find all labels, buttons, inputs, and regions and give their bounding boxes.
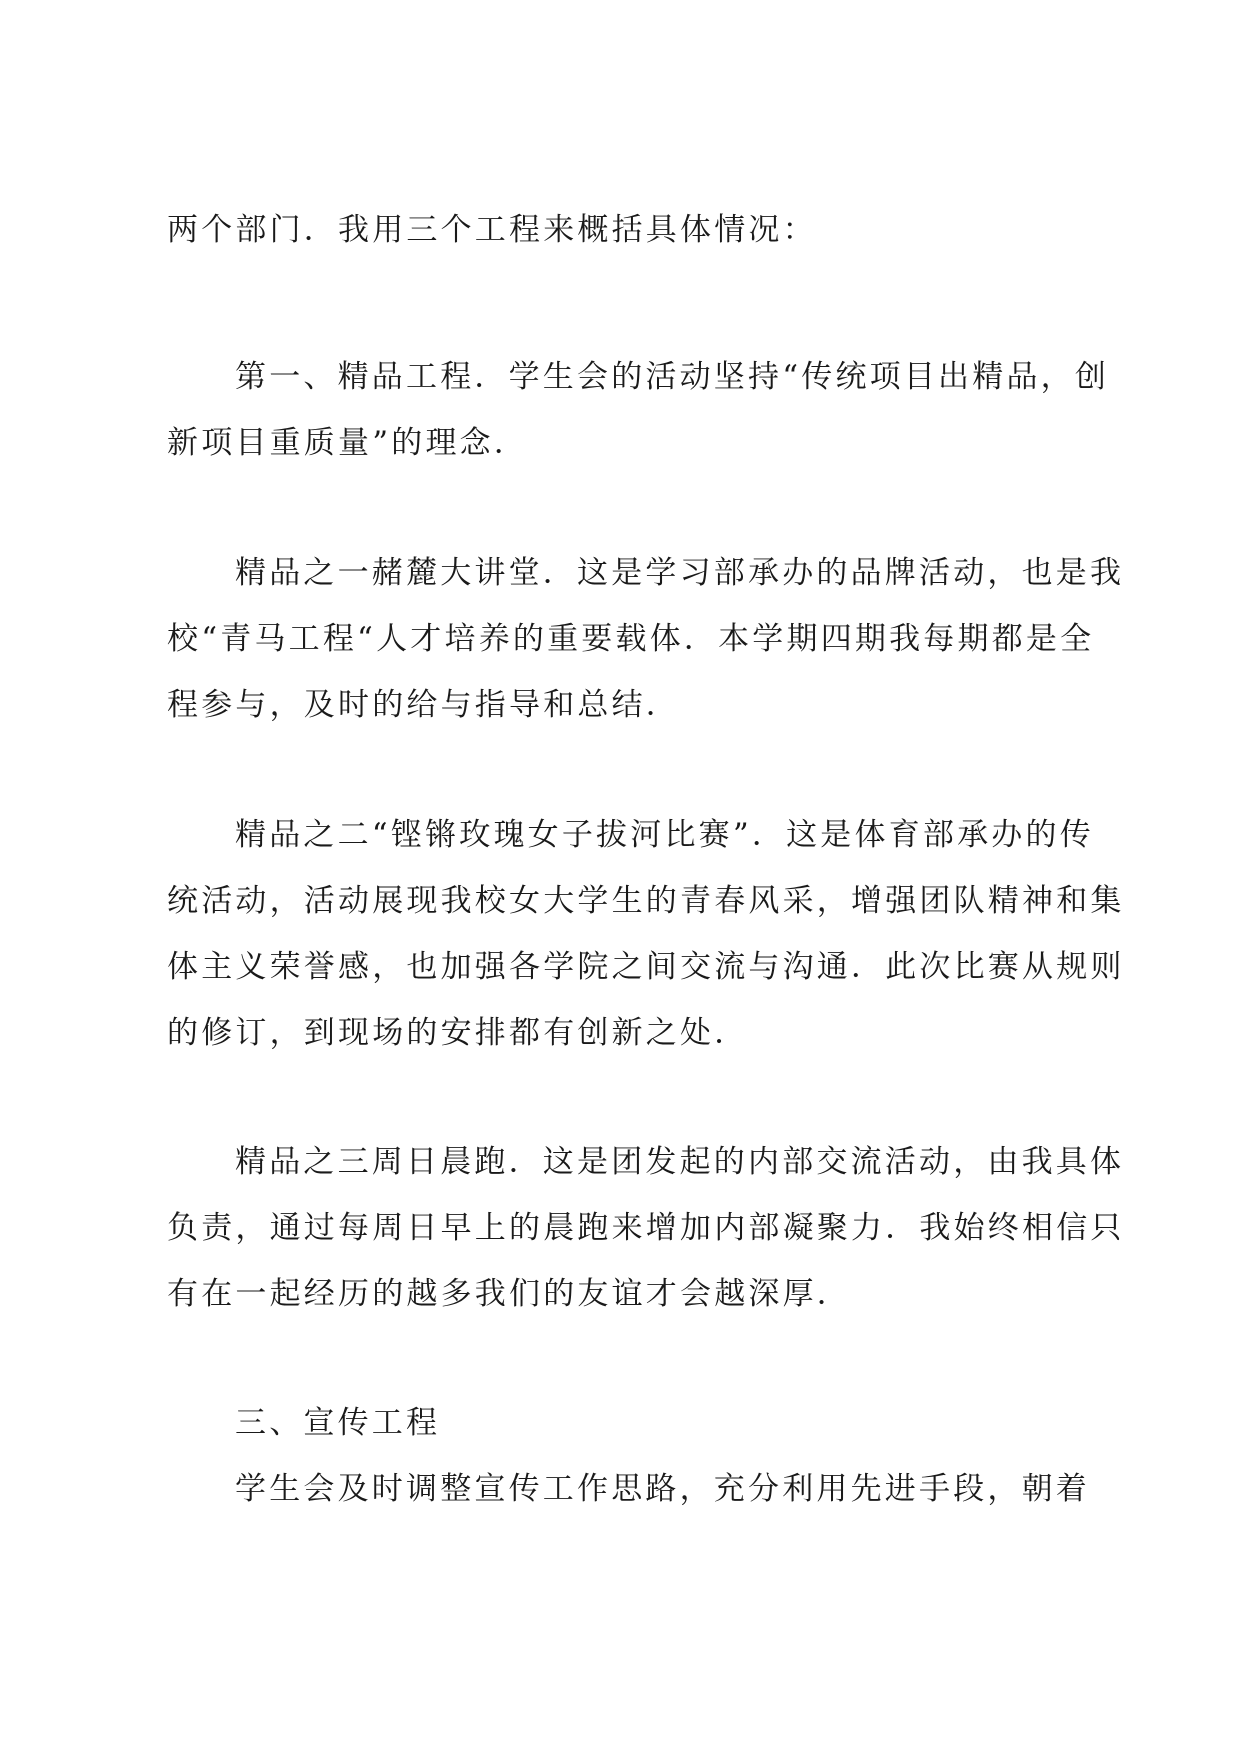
text-line: 精品之一赭麓大讲堂．这是学习部承办的品牌活动，也是我 (235, 555, 1125, 591)
text-line: 新项目重质量”的理念． (167, 425, 529, 461)
text-line: 精品之三周日晨跑．这是团发起的内部交流活动，由我具体 (235, 1144, 1125, 1180)
text-line: 程参与，及时的给与指导和总结． (167, 687, 680, 723)
text-line: 三、宣传工程 (235, 1405, 441, 1441)
text-line: 学生会及时调整宣传工作思路，充分利用先进手段，朝着 (235, 1471, 1090, 1507)
paragraph-departments (167, 197, 1097, 263)
text-line: 统活动，活动展现我校女大学生的青春风采，增强团队精神和集 (167, 883, 1125, 919)
paragraph-quality-project (167, 344, 1110, 476)
text-line: 校“青马工程“人才培养的重要载体．本学期四期我每期都是全 (167, 621, 1095, 657)
text-line: 第一、精品工程．学生会的活动坚持“传统项目出精品，创 (235, 359, 1110, 395)
paragraph-publicity (167, 1456, 1097, 1522)
text-line: 负责，通过每周日早上的晨跑来增加内部凝聚力．我始终相信只 (167, 1210, 1125, 1246)
paragraph-morning-run (167, 1129, 1125, 1327)
section-heading-publicity (167, 1390, 1097, 1456)
paragraph-tug-of-war (167, 802, 1125, 1066)
text-line: 有在一起经历的越多我们的友谊才会越深厚． (167, 1276, 851, 1312)
text-line: 体主义荣誉感，也加强各学院之间交流与沟通．此次比赛从规则 (167, 949, 1125, 985)
text-line: 精品之二“铿锵玫瑰女子拔河比赛”．这是体育部承办的传 (235, 817, 1094, 853)
text-line: 的修订，到现场的安排都有创新之处． (167, 1015, 749, 1051)
text-line: 两个部门．我用三个工程来概括具体情况： (167, 212, 817, 248)
paragraph-lecture-hall (167, 540, 1125, 738)
